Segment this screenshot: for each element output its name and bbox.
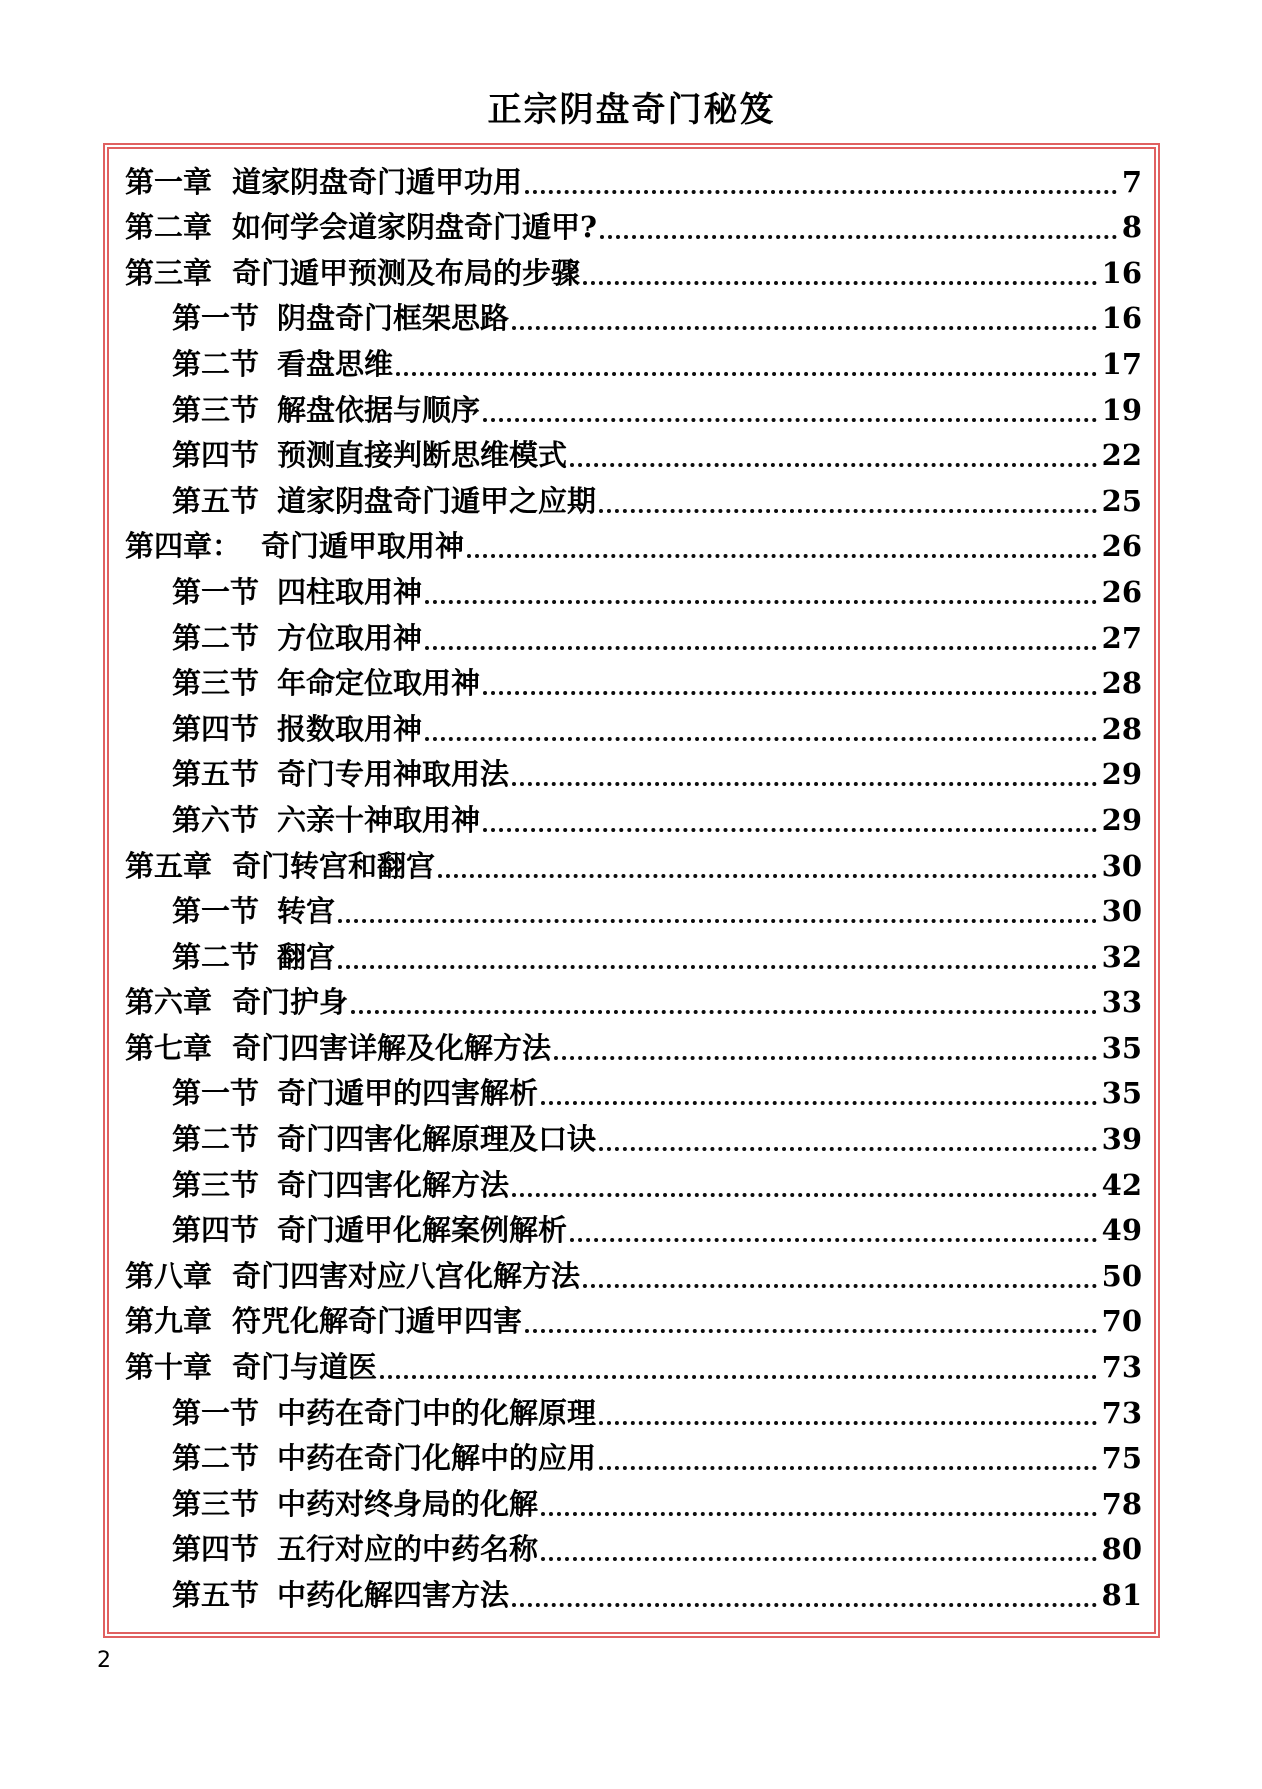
- dot-leader: [522, 1302, 1100, 1340]
- dot-leader: [377, 1348, 1100, 1386]
- dot-leader: [596, 482, 1100, 520]
- entry-number: 第八章: [125, 1258, 213, 1293]
- dot-leader: [480, 801, 1100, 839]
- entry-page-number: 16: [1101, 301, 1142, 336]
- entry-title: 五行对应的中药名称: [277, 1532, 539, 1567]
- toc-entry: [125, 793, 1142, 839]
- entry-number: 第二节: [172, 620, 260, 655]
- entry-page-number: 30: [1101, 894, 1142, 929]
- entry-page-number: 50: [1101, 1258, 1142, 1293]
- entry-page-number: 35: [1101, 1030, 1142, 1065]
- toc-entry: [125, 1432, 1142, 1478]
- entry-title: 看盘思维: [277, 346, 394, 381]
- entry-page-number: 78: [1101, 1486, 1142, 1521]
- toc-entry: [125, 1067, 1142, 1113]
- entry-page-number: 73: [1101, 1395, 1142, 1430]
- toc-entry: [125, 702, 1142, 748]
- entry-title: 如何学会道家阴盘奇门遁甲?: [232, 210, 598, 245]
- toc-entry: [125, 246, 1142, 292]
- entry-title: 年命定位取用神: [277, 666, 481, 701]
- toc-frame: [103, 143, 1160, 1638]
- toc-entry: [125, 1112, 1142, 1158]
- entry-number: 第一节: [172, 574, 260, 609]
- entry-number: 第二节: [172, 346, 260, 381]
- dot-leader: [335, 938, 1100, 976]
- dot-leader: [480, 391, 1100, 429]
- entry-page-number: 33: [1101, 985, 1142, 1020]
- entry-title: 道家阴盘奇门遁甲之应期: [277, 483, 597, 518]
- entry-title: 奇门四害对应八宫化解方法: [232, 1258, 581, 1293]
- toc-entry: [125, 155, 1142, 201]
- entry-number: 第三节: [172, 666, 260, 701]
- dot-leader: [435, 847, 1100, 885]
- entry-page-number: 42: [1101, 1167, 1142, 1202]
- toc-entry: [125, 748, 1142, 794]
- toc-entry: [125, 201, 1142, 247]
- entry-title: 翻宫: [277, 939, 336, 974]
- entry-number: 第四节: [172, 1532, 260, 1567]
- toc-entry: [125, 292, 1142, 338]
- entry-title: 方位取用神: [277, 620, 423, 655]
- entry-number: 第三节: [172, 1486, 260, 1521]
- dot-leader: [422, 619, 1100, 657]
- toc-entry: [125, 657, 1142, 703]
- dot-leader: [580, 1257, 1100, 1295]
- entry-title: 六亲十神取用神: [277, 802, 481, 837]
- entry-title: 解盘依据与顺序: [277, 392, 481, 427]
- entry-number: 第二节: [172, 1122, 260, 1157]
- entry-title: 中药在奇门中的化解原理: [277, 1395, 597, 1430]
- entry-page-number: 73: [1101, 1350, 1142, 1385]
- dot-leader: [464, 527, 1100, 565]
- dot-leader: [509, 299, 1100, 337]
- entry-number: 第一节: [172, 894, 260, 929]
- entry-page-number: 25: [1101, 483, 1142, 518]
- entry-number: 第六章: [125, 985, 213, 1020]
- entry-number: 第二章: [125, 210, 213, 245]
- entry-title: 预测直接判断思维模式: [277, 438, 568, 473]
- entry-title: 奇门护身: [232, 985, 349, 1020]
- entry-number: 第九章: [125, 1304, 213, 1339]
- dot-leader: [522, 163, 1120, 201]
- toc-entry: [125, 1249, 1142, 1295]
- entry-page-number: 26: [1101, 529, 1142, 564]
- entry-title: 奇门四害详解及化解方法: [232, 1030, 552, 1065]
- entry-number: 第十章: [125, 1350, 213, 1385]
- entry-title: 中药化解四害方法: [277, 1578, 510, 1612]
- entry-number: 第四节: [172, 711, 260, 746]
- entry-page-number: 30: [1101, 848, 1142, 883]
- entry-page-number: 75: [1101, 1441, 1142, 1476]
- entry-page-number: 22: [1101, 438, 1142, 473]
- dot-leader: [509, 1166, 1100, 1204]
- entry-page-number: 32: [1101, 939, 1142, 974]
- dot-leader: [509, 1576, 1100, 1614]
- dot-leader: [596, 1439, 1100, 1477]
- dot-leader: [348, 983, 1100, 1021]
- entry-number: 第五节: [172, 483, 260, 518]
- toc-entry: [125, 1477, 1142, 1523]
- toc-entry: [125, 383, 1142, 429]
- entry-title: 报数取用神: [277, 711, 423, 746]
- entry-title: 道家阴盘奇门遁甲功用: [232, 164, 523, 199]
- toc-entry: [125, 611, 1142, 657]
- toc-entry: [125, 976, 1142, 1022]
- dot-leader: [551, 1029, 1100, 1067]
- entry-title: 奇门四害化解原理及口诀: [277, 1122, 597, 1157]
- dot-leader: [596, 1120, 1100, 1158]
- entry-number: 第四节: [172, 438, 260, 473]
- entry-title: 中药在奇门化解中的应用: [277, 1441, 597, 1476]
- dot-leader: [335, 892, 1100, 930]
- entry-page-number: 16: [1101, 255, 1142, 290]
- entry-title: 奇门与道医: [232, 1350, 378, 1385]
- entry-number: 第一节: [172, 301, 260, 336]
- entry-title: 奇门转宫和翻宫: [232, 848, 436, 883]
- toc-entry: [125, 474, 1142, 520]
- toc-entry: [125, 930, 1142, 976]
- toc-entry: [125, 565, 1142, 611]
- entry-number: 第六节: [172, 802, 260, 837]
- entry-number: 第一节: [172, 1076, 260, 1111]
- toc-entry: [125, 1340, 1142, 1386]
- entry-page-number: 81: [1101, 1578, 1142, 1612]
- entry-number: 第七章: [125, 1030, 213, 1065]
- entry-page-number: 26: [1101, 574, 1142, 609]
- entry-title: 奇门遁甲取用神: [261, 529, 465, 564]
- entry-page-number: 27: [1101, 620, 1142, 655]
- entry-number: 第五节: [172, 1578, 260, 1612]
- entry-title: 中药对终身局的化解: [277, 1486, 539, 1521]
- entry-page-number: 39: [1101, 1122, 1142, 1157]
- entry-title: 转宫: [277, 894, 336, 929]
- entry-number: 第一章: [125, 164, 213, 199]
- dot-leader: [509, 755, 1100, 793]
- entry-page-number: 8: [1121, 210, 1142, 245]
- toc-entry: [125, 1568, 1142, 1614]
- entry-title: 奇门遁甲的四害解析: [277, 1076, 539, 1111]
- toc-entry: [125, 885, 1142, 931]
- dot-leader: [538, 1485, 1100, 1523]
- entry-title: 阴盘奇门框架思路: [277, 301, 510, 336]
- entry-number: 第五章: [125, 848, 213, 883]
- entry-title: 四柱取用神: [277, 574, 423, 609]
- entry-page-number: 7: [1121, 164, 1142, 199]
- dot-leader: [580, 254, 1100, 292]
- toc-entry: [125, 839, 1142, 885]
- toc-list: [125, 155, 1142, 1614]
- entry-number: 第四节: [172, 1213, 260, 1248]
- dot-leader: [480, 664, 1100, 702]
- entry-page-number: 28: [1101, 711, 1142, 746]
- entry-page-number: 35: [1101, 1076, 1142, 1111]
- dot-leader: [597, 208, 1120, 246]
- entry-page-number: 17: [1101, 346, 1142, 381]
- entry-number: 第四章：: [125, 529, 242, 564]
- toc-entry: [125, 1295, 1142, 1341]
- entry-number: 第三节: [172, 392, 260, 427]
- dot-leader: [422, 573, 1100, 611]
- entry-page-number: 29: [1101, 802, 1142, 837]
- entry-page-number: 19: [1101, 392, 1142, 427]
- entry-number: 第二节: [172, 939, 260, 974]
- dot-leader: [393, 345, 1100, 383]
- dot-leader: [538, 1530, 1100, 1568]
- toc-entry: [125, 1386, 1142, 1432]
- entry-number: 第二节: [172, 1441, 260, 1476]
- entry-title: 奇门专用神取用法: [277, 757, 510, 792]
- entry-page-number: 28: [1101, 666, 1142, 701]
- dot-leader: [567, 436, 1100, 474]
- entry-title: 奇门遁甲化解案例解析: [277, 1213, 568, 1248]
- entry-page-number: 29: [1101, 757, 1142, 792]
- entry-page-number: 80: [1101, 1532, 1142, 1567]
- toc-entry: [125, 520, 1142, 566]
- entry-number: 第五节: [172, 757, 260, 792]
- toc-entry: [125, 1158, 1142, 1204]
- entry-number: 第三节: [172, 1167, 260, 1202]
- entry-page-number: 70: [1101, 1304, 1142, 1339]
- footer-page-number: 2: [97, 1648, 111, 1673]
- entry-page-number: 49: [1101, 1213, 1142, 1248]
- dot-leader: [538, 1074, 1100, 1112]
- toc-entry: [125, 1523, 1142, 1569]
- entry-title: 符咒化解奇门遁甲四害: [232, 1304, 523, 1339]
- toc-entry: [125, 337, 1142, 383]
- entry-number: 第一节: [172, 1395, 260, 1430]
- dot-leader: [422, 710, 1100, 748]
- entry-title: 奇门遁甲预测及布局的步骤: [232, 255, 581, 290]
- toc-entry: [125, 429, 1142, 475]
- page-title: 正宗阴盘奇门秘笈: [487, 90, 776, 130]
- entry-title: 奇门四害化解方法: [277, 1167, 510, 1202]
- entry-number: 第三章: [125, 255, 213, 290]
- toc-entry: [125, 1204, 1142, 1250]
- dot-leader: [596, 1394, 1100, 1432]
- toc-entry: [125, 1021, 1142, 1067]
- dot-leader: [567, 1211, 1100, 1249]
